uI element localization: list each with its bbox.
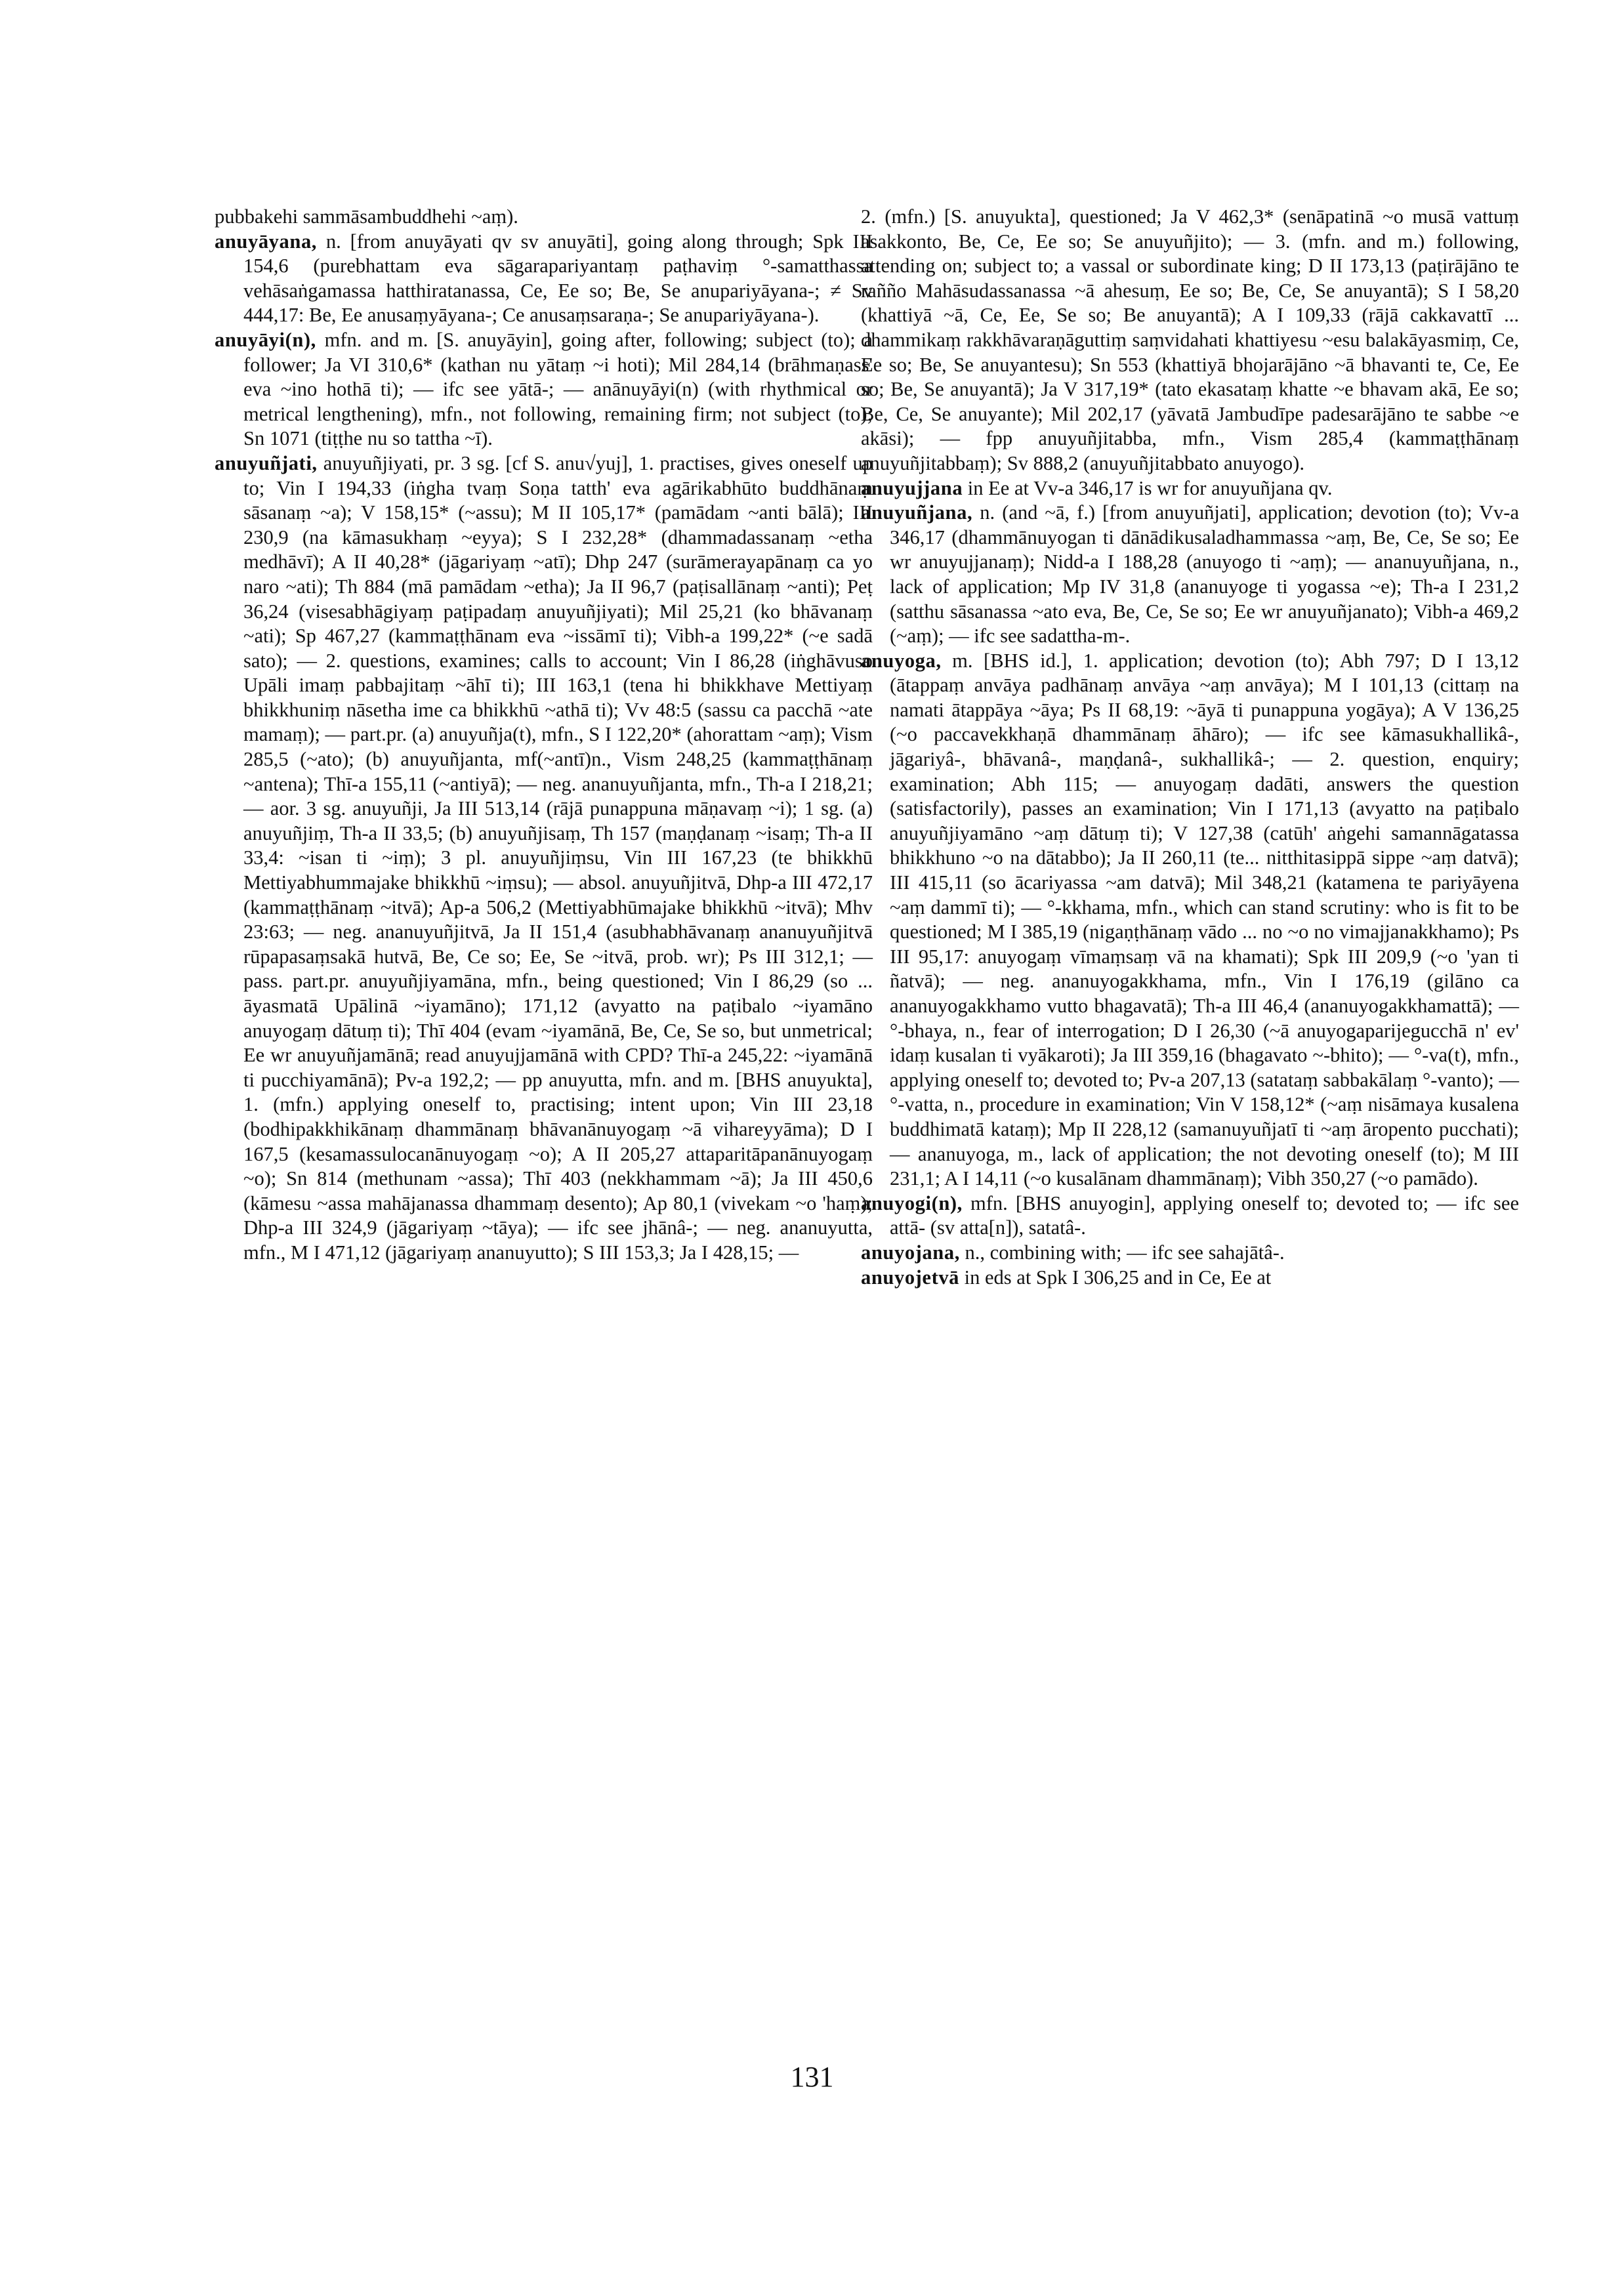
entry-body: n. (and ~ā, f.) [from anuyuñjati], application; devotion (to); Vv-a 346,17 (dhammānuyogan ti dānādikusaladhammassa ~aṃ, Be, Ce, Se so; Ee wr anuyujjanaṃ); Nidd-a I 188,28 (anuyogo ti ~aṃ); — ananuyuñjana, n., lack of application; Mp IV 31,8 (ananuyoge ti yogassa ~e); Th-a I 231,2 (satthu sāsanassa ~ato eva, Be, Ce, Se so; Ee wr anuyuñjanato); Vibh-a 469,2 (~aṃ); — ifc see sadattha-m-. <box>890 501 1520 648</box>
entry-headword: anuyāyana, <box>215 230 318 253</box>
left-column <box>215 205 873 1266</box>
entry-headword: anuyoga, <box>861 649 942 672</box>
dictionary-entry <box>861 476 1519 501</box>
entry-body: in Ee at Vv-a 346,17 is wr for anuyuñjana qv. <box>967 476 1333 499</box>
dictionary-entry <box>861 649 1519 1191</box>
entry-body: mfn. and m. [S. anuyāyin], going after, following; subject (to); a follower; Ja VI 310,6* (kathan nu yātaṃ ~i hoti); Mil 284,14 (brāhmaṇass' eva ~ino hothā ti); — ifc see yātā-; — anānuyāyi(n) (with rhythmical or metrical lengthening), mfn., not following, remaining firm; not subject (to); Sn 1071 (tiṭṭhe nu so tattha ~ī). <box>243 328 873 450</box>
entry-headword: anuyuñjana, <box>861 501 973 524</box>
page-number: 131 <box>790 2061 834 2093</box>
entry-headword: anuyogi(n), <box>861 1191 963 1214</box>
continuation-text: pubbakehi sammāsambuddhehi ~aṃ). <box>215 205 518 228</box>
entry-headword: anuyojana, <box>861 1241 960 1264</box>
entry-body: n. [from anuyāyati qv sv anuyāti], going along through; Spk III 154,6 (purebhattam eva sāgarapariyantaṃ paṭhaviṃ °-samatthassa vehāsaṅgamassa hatthiratanassa, Ce, Ee so; Be, Se anupariyāyana-; ≠ Sv 444,17: Be, Ee anusaṃyāyana-; Ce anusaṃsaraṇa-; Se anupariyāyana-). <box>243 230 873 327</box>
dictionary-entry <box>861 1266 1519 1291</box>
entry-headword: anuyujjana <box>861 476 963 499</box>
dictionary-entry <box>215 451 873 1266</box>
entry-body: in eds at Spk I 306,25 and in Ce, Ee at <box>964 1266 1272 1289</box>
dictionary-entry <box>861 1191 1519 1241</box>
entry-body: mfn. [BHS anuyogin], applying oneself to; devoted to; — ifc see attā- (sv atta[n]), satatâ-. <box>890 1191 1519 1239</box>
entry-headword: anuyuñjati, <box>215 451 318 474</box>
entry-headword: anuyojetvā <box>861 1266 960 1289</box>
entry-headword: anuyāyi(n), <box>215 328 316 351</box>
dictionary-entry <box>215 328 873 451</box>
continuation-text: 2. (mfn.) [S. anuyukta], questioned; Ja V 462,3* (senāpatinā ~o musā vattuṃ asakkonto, Be, Ce, Ee so; Se anuyuñjito); — 3. (mfn. and m.) following, attending on; subject to; a vassal or subordinate king; D II 173,13 (paṭirājāno te rañño Mahāsudassanassa ~ā ahesuṃ, Ee so; Be, Ce, Se anuyantā); S I 58,20 (khattiyā ~ā, Ce, Ee, Se so; Be anuyantā); A I 109,33 (rājā cakkavattī ... dhammikaṃ rakkhāvaraṇāguttiṃ saṃvidahati khattiyesu ~esu balakāyasmiṃ, Ce, Ee so; Be, Se anuyantesu); Sn 553 (khattiyā bhojarājāno ~ā bhavanti te, Ce, Ee so; Be, Se anuyantā); Ja V 317,19* (tato ekasataṃ khatte ~e bhavam akā, Ee so; Be, Ce, Se anuyante); Mil 202,17 (yāvatā Jambudīpe padesarājāno te sabbe ~e akāsi); — fpp anuyuñjitabba, mfn., Vism 285,4 (kammaṭṭhānaṃ anuyuñjitabbaṃ); Sv 888,2 (anuyuñjitabbato anuyogo). <box>861 205 1519 474</box>
entry-body: n., combining with; — ifc see sahajātâ-. <box>965 1241 1285 1264</box>
dictionary-entry <box>215 230 873 328</box>
dictionary-entry <box>861 501 1519 649</box>
entry-body: m. [BHS id.], 1. application; devotion (to); Abh 797; D I 13,12 (ātappaṃ anvāya padhānaṃ anvāya ~aṃ anvāya); M I 101,13 (cittaṃ na namati ātappāya ~āya; Ps II 68,19: ~āyā ti punappuna yogāya); A V 136,25 (~o paccavekkhaṇā dhammānaṃ āhāro); — ifc see kāmasukhallikâ-, jāgariyâ-, bhāvanâ-, maṇḍanâ-, sukhallikâ-; — 2. question, enquiry; examination; Abh 115; — anuyogaṃ dadāti, answers the question (satisfactorily), passes an examination; Vin I 171,13 (avyatto na paṭibalo anuyuñjiyamāno ~aṃ dātuṃ ti); V 127,38 (catūh' aṅgehi samannāgatassa bhikkhuno ~o na dātabbo); Ja II 260,11 (te... nitthitasippā sippe ~aṃ datvā); III 415,11 (so ācariyassa ~am datvā); Mil 348,21 (katamena te pariyāyena ~aṃ dammī ti); — °-kkhama, mfn., which can stand scrutiny: who is fit to be questioned; M I 385,19 (nigaṇṭhānaṃ vādo ... no ~o no vimajjanakkhamo); Ps III 95,17: anuyogaṃ vīmaṃsaṃ vā na khamati); Spk III 209,9 (~o 'yan ti ñatvā); — neg. ananuyogakkhama, mfn., Vin I 176,19 (gilāno ca ananuyogakkhamo vutto bhagavatā); Th-a III 46,4 (ananuyogakkhamattā); — °-bhaya, n., fear of interrogation; D I 26,30 (~ā anuyogaparijegucchā n' ev' idaṃ kusalan ti vyākaroti); Ja III 359,16 (bhagavato ~-bhito); — °-va(t), mfn., applying oneself to; devoted to; Pv-a 207,13 (satataṃ sabbakālaṃ °-vanto); — °-vatta, n., procedure in examination; Vin V 158,12* (~aṃ nisāmaya kusalena buddhimatā kataṃ); Mp II 228,12 (samanuyuñjatī ti ~aṃ āropento pucchati); — ananuyoga, m., lack of application; the not devoting oneself (to); M III 231,1; A I 14,11 (~o kusalānam dhammānaṃ); Vibh 350,27 (~o pamādo). <box>890 649 1520 1190</box>
right-column <box>861 205 1519 1290</box>
entry-body: anuyuñjiyati, pr. 3 sg. [cf S. anu√yuj], 1. practises, gives oneself up to; Vin I 194,33 (iṅgha tvaṃ Soṇa tatth' eva agārikabhūto buddhānaṃ sāsanaṃ ~a); V 158,15* (~assu); M II 105,17* (pamādam ~anti bālā); III 230,9 (na kāmasukhaṃ ~eyya); S I 232,28* (dhammadassanaṃ ~etha medhāvī); A II 40,28* (jāgariyaṃ ~atī); Dhp 247 (surāmerayapānaṃ ca yo naro ~ati); Th 884 (mā pamādam ~etha); Ja II 96,7 (paṭisallānaṃ ~anti); Peṭ 36,24 (visesabhāgiyaṃ paṭipadaṃ anuyuñjiyati); Mil 25,21 (ko bhāvanaṃ ~ati); Sp 467,27 (kammaṭṭhānam eva ~issāmī ti); Vibh-a 199,22* (~e sadā sato); — 2. questions, examines; calls to account; Vin I 86,28 (iṅghāvuso Upāli imaṃ pabbajitaṃ ~āhī ti); III 163,1 (tena hi bhikkhave Mettiyaṃ bhikkhuniṃ nāsetha ime ca bhikkhū ~athā ti); Vv 48:5 (sassu ca pacchā ~ate mamaṃ); — part.pr. (a) anuyuñja(t), mfn., S I 122,20* (ahorattam ~aṃ); Vism 285,5 (~ato); (b) anuyuñjanta, mf(~antī)n., Vism 248,25 (kammaṭṭhānaṃ ~antena); Thī-a 155,11 (~antiyā); — neg. ananuyuñjanta, mfn., Th-a I 218,21; — aor. 3 sg. anuyuñji, Ja III 513,14 (rājā punappuna māṇavaṃ ~i); 1 sg. (a) anuyuñjiṃ, Th-a II 33,5; (b) anuyuñjisaṃ, Th 157 (maṇḍanaṃ ~isaṃ; Th-a II 33,4: ~isan ti ~iṃ); 3 pl. anuyuñjiṃsu, Vin III 167,23 (te bhikkhū Mettiyabhummajake bhikkhū ~iṃsu); — absol. anuyuñjitvā, Dhp-a III 472,17 (kammaṭṭhānaṃ ~itvā); Ap-a 506,2 (Mettiyabhūmajake bhikkhū ~itvā); Mhv 23:63; — neg. ananuyuñjitvā, Ja II 151,4 (asubhabhāvanaṃ ananuyuñjitvā rūpapasaṃsakā hutvā, Be, Ce so; Ee, Se ~itvā, prob. wr); Ps III 312,1; — pass. part.pr. anuyuñjiyamāna, mfn., being questioned; Vin I 86,29 (so ... āyasmatā Upālinā ~iyamāno); 171,12 (avyatto na paṭibalo ~iyamāno anuyogaṃ dātuṃ ti); Thī 404 (evam ~iyamānā, Be, Ce, Se so, but unmetrical; Ee wr anuyuñjamānā; read anuyujjamānā with CPD? Thī-a 245,22: ~iyamānā ti pucchiyamānā); Pv-a 192,2; — pp anuyutta, mfn. and m. [BHS anuyukta], 1. (mfn.) applying oneself to, practising; intent upon; Vin III 23,18 (bodhipakkhikānaṃ dhammānaṃ bhāvanānuyogaṃ ~ā vihareyyāma); D I 167,5 (kesamassulocanānuyogaṃ ~o); A II 205,27 attaparitāpanānuyogaṃ ~o); Sn 814 (methunam ~assa); Thī 403 (nekkhammam ~ā); Ja III 450,6 (kāmesu ~assa mahājanassa dhammaṃ desento); Ap 80,1 (vivekam ~o 'haṃ); Dhp-a III 324,9 (jāgariyaṃ ~tāya); — ifc see jhānâ-; — neg. ananuyutta, mfn., M I 471,12 (jāgariyaṃ ananuyutto); S III 153,3; Ja I 428,15; — <box>243 451 873 1264</box>
dictionary-entry <box>861 1241 1519 1266</box>
